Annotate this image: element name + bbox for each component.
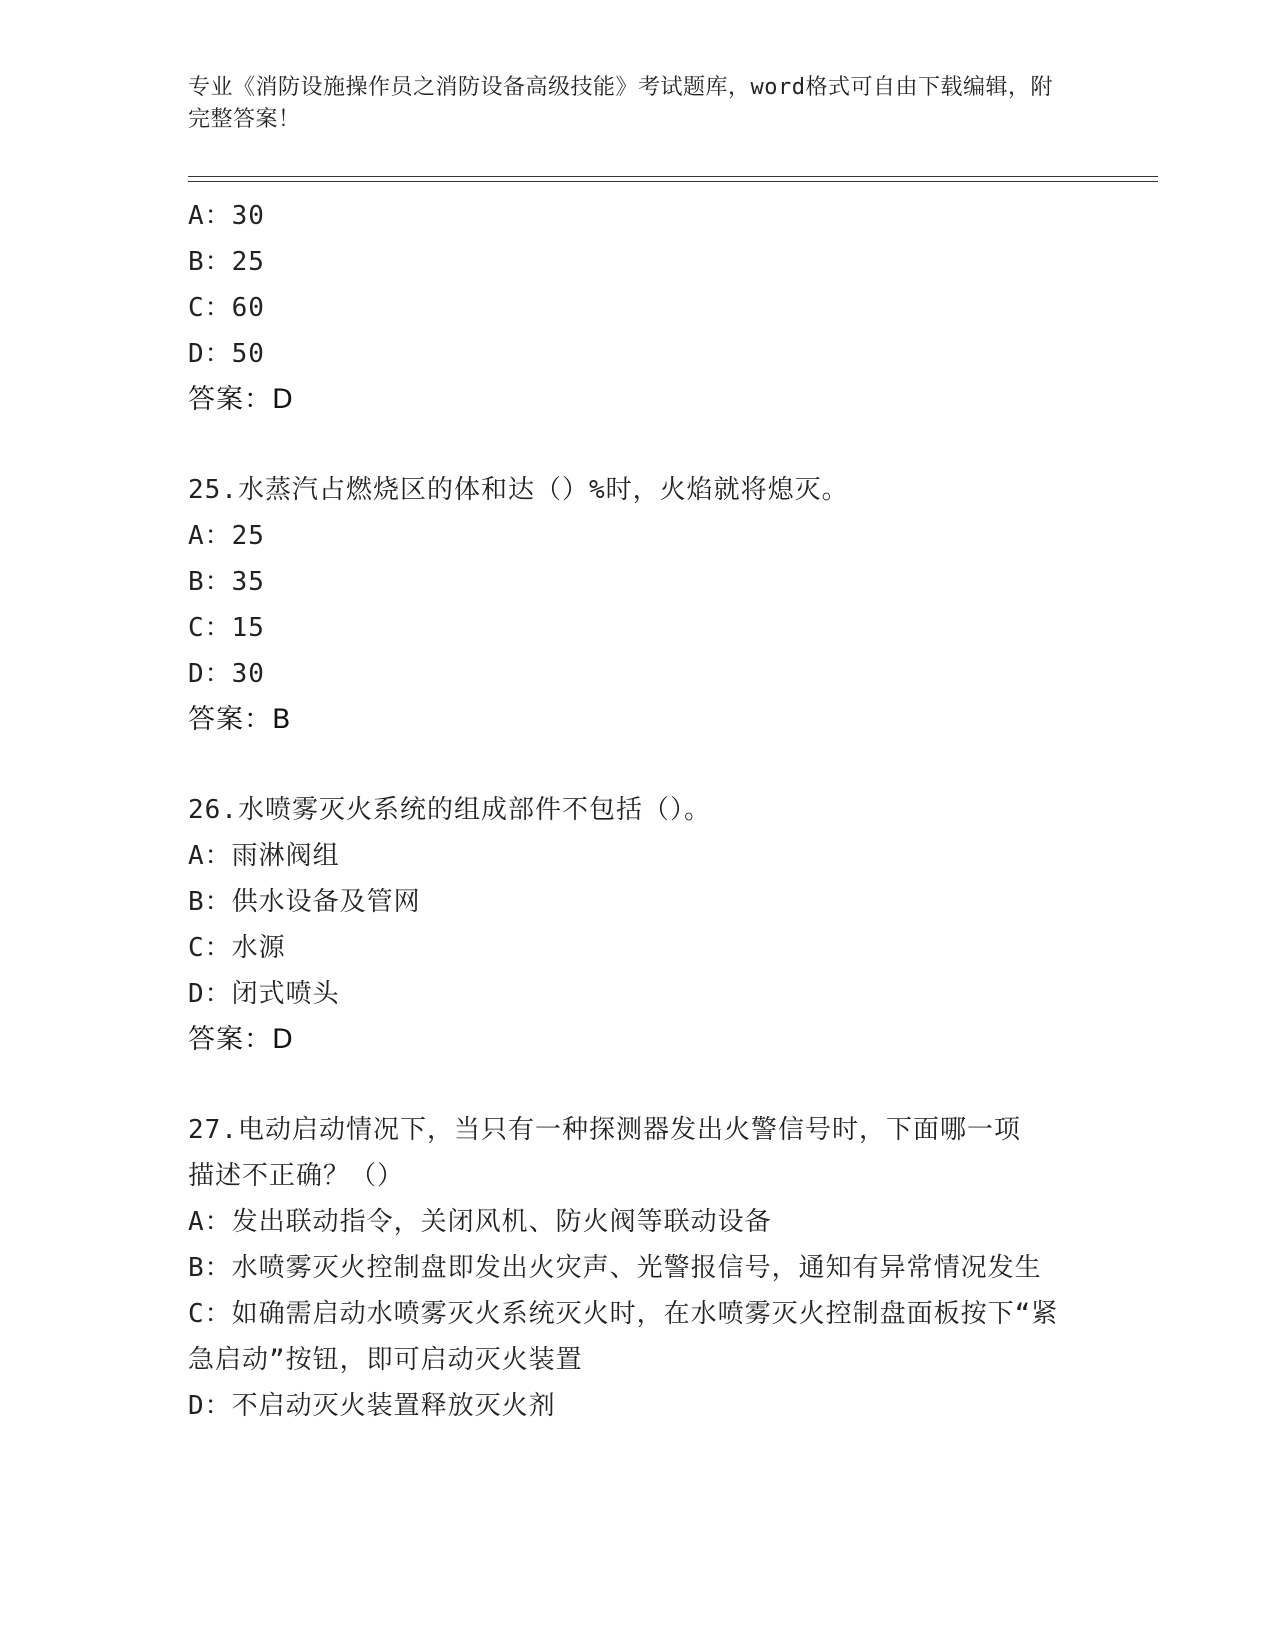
question-25 xyxy=(188,467,1078,743)
question-prev xyxy=(188,193,1078,423)
option-d: D：不启动灭火装置释放灭火剂 xyxy=(188,1391,556,1421)
question-stem-line-1: 27.电动启动情况下，当只有一种探测器发出火警信号时，下面哪一项 xyxy=(188,1115,1021,1145)
option-a: A：雨淋阀组 xyxy=(188,841,340,871)
answer-line: 答案：B xyxy=(188,704,292,735)
option-b: B：25 xyxy=(188,247,265,277)
option-a: A：发出联动指令，关闭风机、防火阀等联动设备 xyxy=(188,1207,772,1237)
question-26 xyxy=(188,787,1078,1063)
option-c: C：水源 xyxy=(188,933,286,963)
option-c: C：如确需启动水喷雾灭火系统灭火时，在水喷雾灭火控制盘面板按下“紧急启动”按钮，即可启动灭火装置 xyxy=(188,1299,1059,1375)
option-d: D：50 xyxy=(188,339,265,369)
answer-line: 答案：D xyxy=(188,1024,294,1055)
answer-line: 答案：D xyxy=(188,384,294,415)
question-stem: 26.水喷雾灭火系统的组成部件不包括（）。 xyxy=(188,795,711,825)
question-27 xyxy=(188,1107,1078,1429)
option-b: B：供水设备及管网 xyxy=(188,887,421,917)
option-a: A：25 xyxy=(188,521,265,551)
document-header: 专业《消防设施操作员之消防设备高级技能》考试题库，word格式可自由下载编辑，附完整答案！ xyxy=(188,75,1053,132)
option-b: B：水喷雾灭火控制盘即发出火灾声、光警报信号，通知有异常情况发生 xyxy=(188,1253,1042,1283)
header-divider-top xyxy=(188,176,1158,177)
option-d: D：闭式喷头 xyxy=(188,979,340,1009)
header-divider-bottom xyxy=(188,181,1158,182)
question-stem-line-2: 描述不正确？（） xyxy=(188,1161,405,1191)
option-c: C：60 xyxy=(188,293,265,323)
question-stem: 25.水蒸汽占燃烧区的体和达（）%时，火焰就将熄灭。 xyxy=(188,475,849,505)
option-a: A：30 xyxy=(188,201,265,231)
option-c: C：15 xyxy=(188,613,265,643)
option-d: D：30 xyxy=(188,659,265,689)
option-b: B：35 xyxy=(188,567,265,597)
question-list xyxy=(188,193,1078,1429)
